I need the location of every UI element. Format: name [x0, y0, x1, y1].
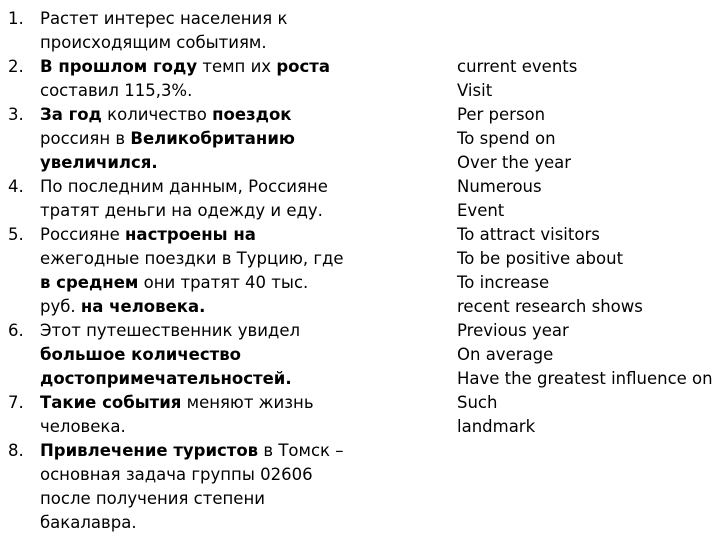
- sentence-bold-phrase: настроены на: [125, 225, 256, 244]
- sentence-number: 5.: [8, 225, 24, 244]
- sentence-number: 8.: [8, 441, 24, 460]
- sentences-list: [0, 7, 345, 535]
- sentence-number: 4.: [8, 177, 24, 196]
- vocabulary-item: To be positive about: [457, 249, 624, 268]
- sentence-bold-phrase: роста: [276, 57, 330, 76]
- sentence-bold-phrase: Такие события: [40, 393, 182, 412]
- sentence-text: ежегодные поездки в Турцию, где: [40, 249, 344, 268]
- sentence-number: 1.: [8, 9, 24, 28]
- sentence-text: По последним данным, Россияне тратят деньги на одежду и еду.: [40, 177, 328, 220]
- sentence-text: россиян в: [40, 129, 131, 148]
- sentence-number: 6.: [8, 321, 24, 340]
- sentence-bold-phrase: поездок: [212, 105, 292, 124]
- sentence-text: Россияне: [40, 225, 126, 244]
- vocabulary-item: To spend on: [457, 129, 556, 148]
- sentence-bold-phrase: большое количество достопримечательностей.: [40, 345, 292, 388]
- sentences-list-column: [0, 7, 345, 535]
- vocabulary-list-column: [457, 55, 719, 439]
- vocabulary-item: Visit: [457, 81, 493, 100]
- sentence-text: темп их: [197, 57, 277, 76]
- sentence-item: [0, 103, 345, 175]
- vocabulary-item: Have the greatest influence on: [457, 369, 713, 388]
- sentence-bold-phrase: Великобританию увеличился.: [40, 129, 295, 172]
- vocabulary-item: To attract visitors: [457, 225, 600, 244]
- sentence-bold-phrase: на человека.: [80, 297, 206, 316]
- sentence-item: [0, 7, 345, 55]
- vocabulary-item: recent research shows: [457, 297, 643, 316]
- vocabulary-item: To increase: [457, 273, 550, 292]
- sentence-number: 7.: [8, 393, 24, 412]
- sentence-number: 2.: [8, 57, 24, 76]
- sentence-text: составил 115,3%.: [40, 81, 193, 100]
- sentence-item: [0, 439, 345, 535]
- vocabulary-item: Such: [457, 393, 498, 412]
- vocabulary-item: Previous year: [457, 321, 569, 340]
- sentence-number: 3.: [8, 105, 24, 124]
- sentence-text: они тратят 40 тыс. руб.: [40, 273, 309, 316]
- sentence-bold-phrase: В прошлом году: [40, 57, 198, 76]
- sentence-bold-phrase: За год: [40, 105, 102, 124]
- sentence-item: [0, 391, 345, 439]
- sentence-text: меняют жизнь человека.: [40, 393, 314, 436]
- sentence-item: [0, 55, 345, 103]
- sentence-bold-phrase: в среднем: [40, 273, 139, 292]
- sentence-text: Растет интерес населения к происходящим событиям.: [40, 9, 288, 52]
- vocabulary-item: current events: [457, 57, 578, 76]
- vocabulary-item: Over the year: [457, 153, 572, 172]
- sentence-text: количество: [101, 105, 213, 124]
- vocabulary-item: Event: [457, 201, 505, 220]
- sentence-item: [0, 175, 345, 223]
- sentence-bold-phrase: Привлечение туристов: [40, 441, 259, 460]
- vocabulary-item: On average: [457, 345, 554, 364]
- vocabulary-item: landmark: [457, 417, 536, 436]
- vocabulary-item: Per person: [457, 105, 546, 124]
- sentence-text: Этот путешественник увидел: [40, 321, 301, 340]
- sentence-item: [0, 223, 345, 319]
- sentence-text: в Томск – основная задача группы 02606 после получения степени бакалавра.: [40, 441, 344, 532]
- vocabulary-item: Numerous: [457, 177, 542, 196]
- vocabulary-list: [457, 55, 719, 439]
- sentence-item: [0, 319, 345, 391]
